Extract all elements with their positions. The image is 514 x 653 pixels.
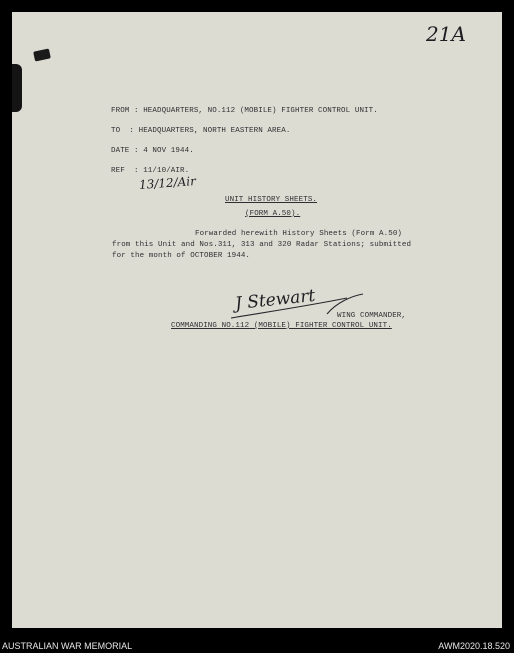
- from-line: FROM : HEADQUARTERS, NO.112 (MOBILE) FIGHTER CONTROL UNIT.: [111, 107, 378, 115]
- punch-hole-mark: [12, 64, 22, 112]
- footer-institution: AUSTRALIAN WAR MEMORIAL: [2, 641, 133, 651]
- signatory-title: COMMANDING NO.112 (MOBILE) FIGHTER CONTROL UNIT.: [171, 322, 392, 330]
- body-line-1: Forwarded herewith History Sheets (Form A.50): [195, 230, 403, 238]
- subject-line-2: (FORM A.50).: [245, 210, 301, 218]
- subject-line-1: UNIT HISTORY SHEETS.: [225, 196, 318, 204]
- body-line-3: for the month of OCTOBER 1944.: [112, 252, 251, 260]
- document-sheet: [12, 12, 502, 628]
- date-line: DATE : 4 NOV 1944.: [111, 147, 194, 155]
- to-line: TO : HEADQUARTERS, NORTH EASTERN AREA.: [111, 127, 291, 135]
- signature: J Stewart: [234, 285, 317, 315]
- ref-handwritten: 13/12/Air: [138, 174, 197, 192]
- ref-line: REF : 11/10/AIR.: [111, 167, 190, 175]
- footer-accession-number: AWM2020.18.520: [438, 641, 510, 651]
- folio-number: 21A: [426, 22, 466, 46]
- binder-clip-mark: [33, 48, 51, 61]
- signatory-rank: WING COMMANDER,: [337, 312, 407, 320]
- body-line-2: from this Unit and Nos.311, 313 and 320 Radar Stations; submitted: [112, 241, 412, 249]
